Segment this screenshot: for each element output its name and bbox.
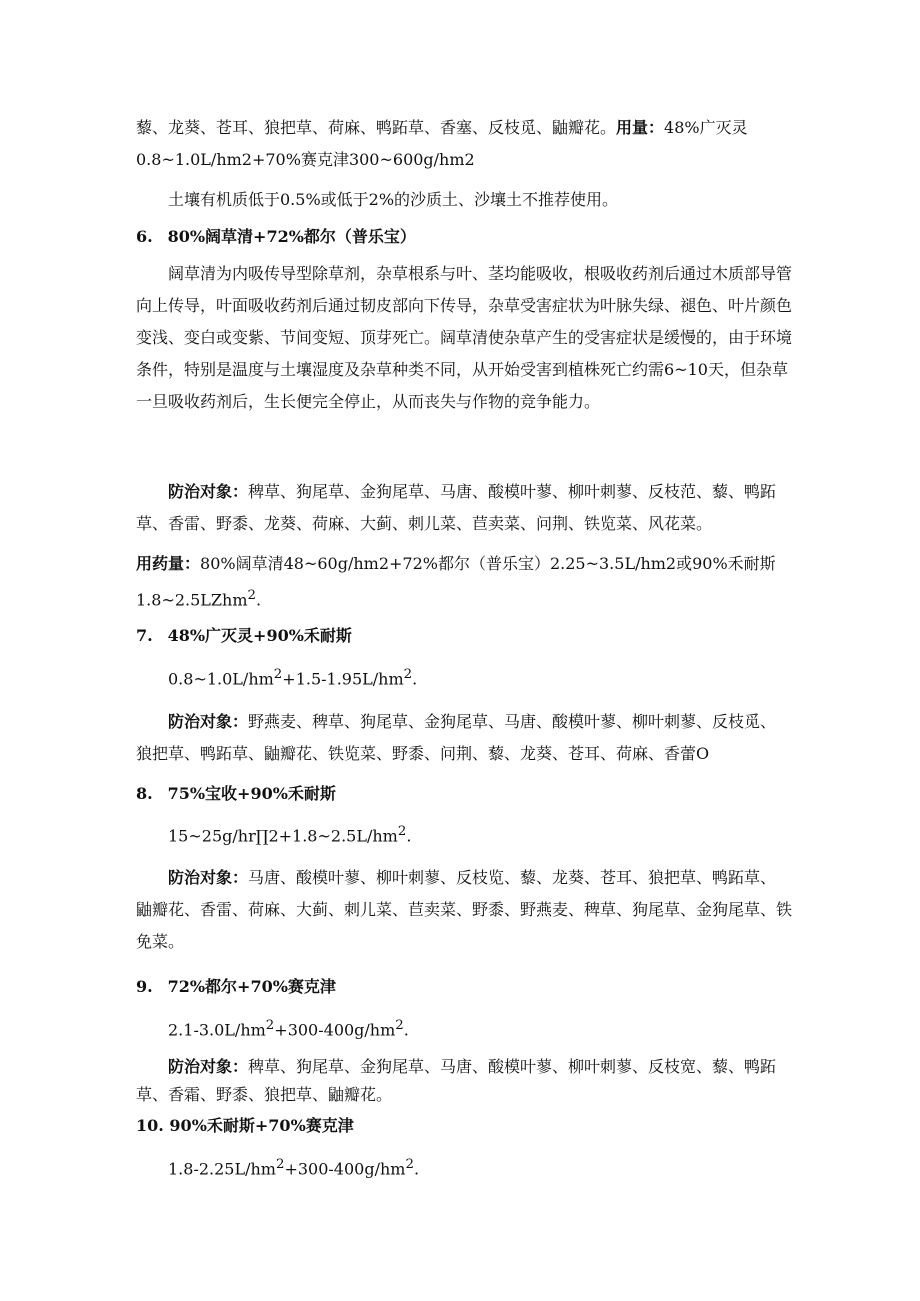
formula-part: 2.1-3.0L∕hm: [168, 1020, 266, 1040]
section-title: 48%广灭灵+90%禾耐斯: [167, 626, 352, 645]
section-title: 80%阔草清+72%都尔（普乐宝）: [167, 227, 416, 246]
superscript: 2: [405, 1157, 414, 1172]
dosage-label: 用药量：: [136, 554, 201, 573]
formula-tail: .: [413, 1159, 420, 1179]
targets-text: 稗草、狗尾草、金狗尾草、马唐、酸模叶蓼、柳叶刺蓼、反枝范、藜、鸭跖草、香雷、野黍、龙葵、荷麻、大蓟、刺儿菜、苣卖菜、问荆、铁览菜、风花菜。: [136, 482, 777, 533]
section-7-formula: [168, 659, 788, 695]
section-heading-6: [136, 221, 792, 253]
section-number: 8.: [136, 784, 153, 803]
formula-tail: .: [406, 826, 412, 846]
formula-part: 0.8~1.0L∕hm: [168, 669, 274, 689]
dosage-paragraph: [136, 112, 792, 176]
targets-label: 防治对象：: [168, 1057, 249, 1076]
section-7-targets: [136, 706, 792, 770]
formula-part: 15~25g∕hr∏2+1.8~2.5L∕hm: [168, 826, 398, 846]
formula-part: 1.8-2.25L∕hm: [168, 1159, 276, 1179]
dosage-label: 用量：: [616, 118, 665, 137]
targets-label: 防治对象：: [168, 712, 249, 731]
section-6-dosage: [136, 548, 792, 616]
formula-tail: .: [412, 669, 418, 689]
section-6-description: 阔草清为内吸传导型除草剂，杂草根系与叶、茎均能吸收，根吸收药剂后通过木质部导管向上传导，叶面吸收药剂后通过韧皮部向下传导，杂草受害症状为叶脉失绿、褪色、叶片颜色变浅、变白或变紫、节间变短、顶芽死亡。阔草清使杂草产生的受害症状是缓慢的，由于环境条件，特别是温度与土壤湿度及杂草种类不同，从开始受害到植株死亡约需6~10天，但杂草一旦吸收药剂后，生长便完全停止，从而丧失与作物的竞争能力。: [136, 264, 793, 411]
targets-label: 防治对象：: [168, 482, 249, 501]
formula-part: +300-400g∕hm: [274, 1020, 396, 1040]
section-9-targets: [136, 1053, 792, 1109]
superscript: 2: [247, 588, 256, 603]
section-10-formula: [168, 1149, 788, 1185]
section-8-formula: [168, 816, 788, 852]
soil-note: 土壤有机质低于0.5%或低于2%的沙质土、沙壤土不推荐使用。: [168, 190, 619, 209]
targets-label: 防治对象：: [168, 868, 249, 887]
superscript: 2: [275, 1157, 285, 1172]
dosage-text: 48%广灭灵0.8~1.0L∕hm2+70%赛克津300~600g∕hm2: [136, 118, 748, 169]
section-title: 90%禾耐斯+70%赛克津: [169, 1116, 354, 1135]
section-number: 7.: [136, 626, 153, 645]
weed-list-text: 藜、龙葵、苍耳、狼把草、荷麻、鸭跖草、香塞、反枝觅、鼬瓣花。: [136, 118, 617, 137]
superscript: 2: [273, 667, 283, 682]
section-8-targets: [136, 862, 792, 958]
targets-text: 马唐、酸模叶蓼、柳叶刺蓼、反枝览、藜、龙葵、苍耳、狼把草、鸭跖草、鼬瓣花、香雷、荷麻、大蓟、刺儿菜、苣卖菜、野黍、野燕麦、稗草、狗尾草、金狗尾草、铁免菜。: [136, 868, 793, 951]
formula-part: +300-400g∕hm: [284, 1159, 406, 1179]
section-title: 75%宝收+90%禾耐斯: [167, 784, 336, 803]
section-6-targets: [136, 476, 792, 540]
section-heading-9: [136, 971, 792, 1003]
formula-tail: .: [403, 1020, 409, 1040]
targets-text: 野燕麦、稗草、狗尾草、金狗尾草、马唐、酸模叶蓼、柳叶刺蓼、反枝觅、狼把草、鸭跖草、鼬瓣花、铁览菜、野黍、问荆、藜、龙葵、苍耳、荷麻、香蕾O: [136, 712, 777, 763]
section-heading-7: [136, 620, 792, 652]
superscript: 2: [403, 667, 413, 682]
section-number: 9.: [136, 977, 153, 996]
section-number: 6.: [136, 227, 153, 246]
superscript: 2: [397, 824, 407, 839]
section-title: 72%都尔+70%赛克津: [167, 977, 336, 996]
section-9-formula: [168, 1010, 788, 1046]
dosage-tail: .: [256, 590, 262, 610]
section-heading-8: [136, 778, 792, 810]
superscript: 2: [265, 1018, 275, 1033]
dosage-text: 80%阔草清48~60g∕hm2+72%都尔（普乐宝）2.25~3.5L∕hm2或90%禾耐斯1.8~2.5LZhm: [136, 554, 776, 610]
superscript: 2: [395, 1018, 404, 1033]
formula-part: +1.5-1.95L∕hm: [282, 669, 404, 689]
targets-text: 稗草、狗尾草、金狗尾草、马唐、酸模叶蓼、柳叶刺蓼、反枝宽、藜、鸭跖草、香霜、野黍、狼把草、鼬瓣花。: [136, 1057, 777, 1104]
section-number: 10.: [136, 1116, 164, 1135]
section-heading-10: [136, 1110, 792, 1142]
